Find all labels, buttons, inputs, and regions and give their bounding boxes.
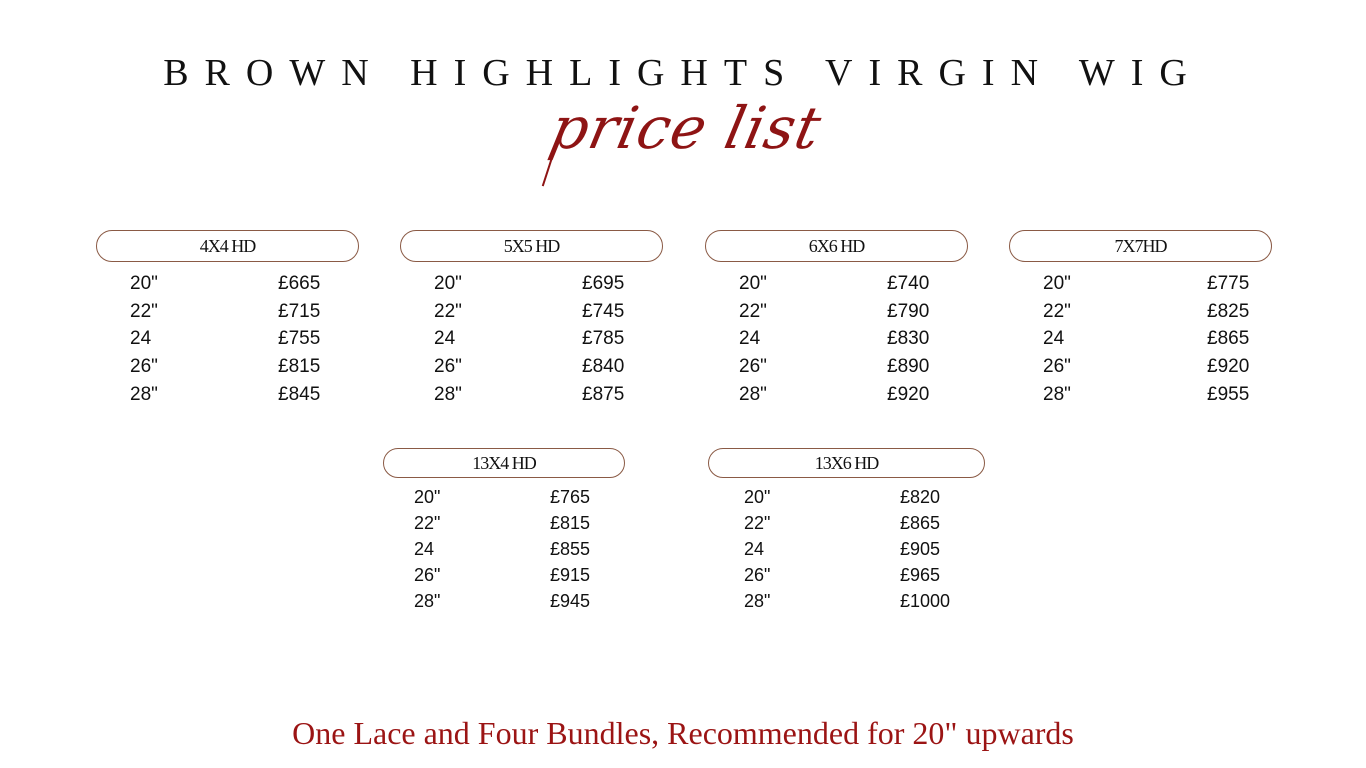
price-cell: £785 <box>582 328 625 349</box>
price-cell: £830 <box>887 328 930 349</box>
length-cell: 22" <box>744 513 771 533</box>
price-cell: £740 <box>887 273 930 294</box>
price-cell: £825 <box>1207 301 1250 322</box>
group-pill-13x6: 13X6 HD <box>708 448 985 478</box>
length-cell: 28" <box>414 591 441 611</box>
price-cell: £745 <box>582 301 625 322</box>
price-cell: £865 <box>900 513 941 533</box>
price-cell: £955 <box>1207 384 1250 405</box>
group-pill-6x6: 6X6 HD <box>705 230 968 262</box>
price-cell: £815 <box>278 356 321 377</box>
group-pill-4x4: 4X4 HD <box>96 230 359 262</box>
price-cell: £695 <box>582 273 625 294</box>
price-list-script: price list <box>544 94 828 162</box>
price-cell: £915 <box>550 565 591 585</box>
length-cell: 28" <box>739 384 767 405</box>
length-cell: 28" <box>1043 384 1071 405</box>
length-cell: 26" <box>434 356 462 377</box>
length-cell: 20" <box>1043 273 1071 294</box>
price-cell: £965 <box>900 565 941 585</box>
price-cell: £920 <box>1207 356 1250 377</box>
length-cell: 28" <box>434 384 462 405</box>
length-cell: 24 <box>414 539 435 559</box>
price-cell: £790 <box>887 301 930 322</box>
length-cell: 22" <box>130 301 158 322</box>
price-cell: £890 <box>887 356 930 377</box>
length-cell: 28" <box>744 591 771 611</box>
price-cell: £855 <box>550 539 591 559</box>
price-cell: £765 <box>550 487 591 507</box>
page-title: BROWN HIGHLIGHTS VIRGIN WIG <box>163 52 1203 94</box>
price-cell: £815 <box>550 513 591 533</box>
price-cell: £945 <box>550 591 591 611</box>
price-cell: £920 <box>887 384 930 405</box>
price-cell: £905 <box>900 539 941 559</box>
price-cell: £775 <box>1207 273 1250 294</box>
length-cell: 20" <box>414 487 441 507</box>
length-cell: 22" <box>739 301 767 322</box>
price-cell: £755 <box>278 328 321 349</box>
length-cell: 22" <box>414 513 441 533</box>
length-cell: 20" <box>434 273 462 294</box>
length-cell: 22" <box>1043 301 1071 322</box>
price-cell: £840 <box>582 356 625 377</box>
price-cell: £665 <box>278 273 321 294</box>
length-cell: 26" <box>1043 356 1071 377</box>
price-cell: £845 <box>278 384 321 405</box>
length-cell: 26" <box>414 565 441 585</box>
length-cell: 24 <box>130 328 152 349</box>
length-cell: 24 <box>744 539 765 559</box>
footer-note: One Lace and Four Bundles, Recommended for 20" upwards <box>292 715 1074 751</box>
group-pill-7x7: 7X7HD <box>1009 230 1272 262</box>
length-cell: 24 <box>739 328 761 349</box>
price-cell: £820 <box>900 487 941 507</box>
length-cell: 20" <box>739 273 767 294</box>
group-pill-5x5: 5X5 HD <box>400 230 663 262</box>
length-cell: 24 <box>1043 328 1065 349</box>
length-cell: 28" <box>130 384 158 405</box>
length-cell: 22" <box>434 301 462 322</box>
group-pill-13x4: 13X4 HD <box>383 448 625 478</box>
price-cell: £865 <box>1207 328 1250 349</box>
price-cell: £715 <box>278 301 321 322</box>
length-cell: 26" <box>744 565 771 585</box>
length-cell: 20" <box>744 487 771 507</box>
price-cell: £1000 <box>900 591 951 611</box>
price-cell: £875 <box>582 384 625 405</box>
length-cell: 26" <box>739 356 767 377</box>
length-cell: 26" <box>130 356 158 377</box>
length-cell: 20" <box>130 273 158 294</box>
length-cell: 24 <box>434 328 456 349</box>
